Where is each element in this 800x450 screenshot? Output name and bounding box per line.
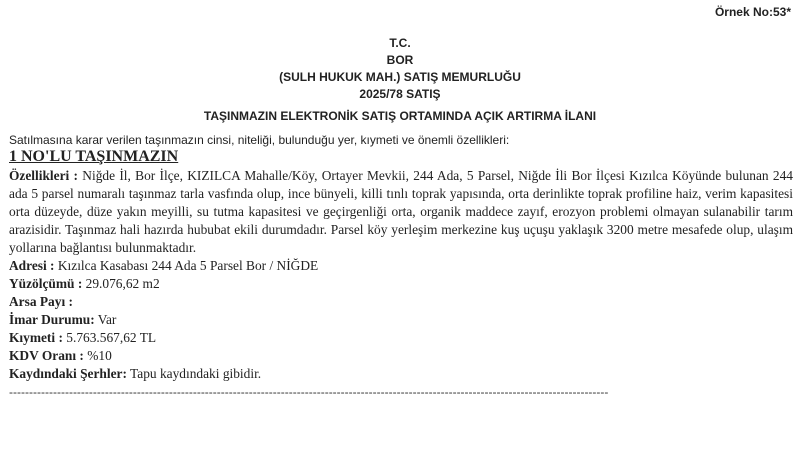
vat-label: KDV Oranı : (9, 348, 84, 363)
area-field (9, 275, 793, 293)
address-value: Kızılca Kasabası 244 Ada 5 Parsel Bor / NİĞDE (57, 258, 319, 273)
area-value: 29.076,62 m2 (85, 276, 160, 291)
zoning-field (9, 311, 793, 329)
document-header (0, 35, 800, 103)
intro-text: Satılmasına karar verilen taşınmazın cinsi, niteliği, bulunduğu yer, kıymeti ve önemli özellikleri: (9, 133, 510, 147)
address-field (9, 257, 793, 275)
header-case-number: 2025/78 SATIŞ (359, 87, 441, 101)
annotations-value: Tapu kaydındaki gibidir. (130, 366, 262, 381)
features-label: Özellikleri : (9, 168, 78, 183)
zoning-label: İmar Durumu: (9, 312, 95, 327)
sample-number: Örnek No:53* (714, 5, 791, 19)
vat-field (9, 347, 793, 365)
share-label: Arsa Payı : (9, 294, 73, 309)
features-value: Niğde İl, Bor İlçe, KIZILCA Mahalle/Köy, Ortayer Mevkii, 244 Ada, 5 Parsel, Niğde İli Bor İlçesi Kızılca Köyünde bulunan 244 ada 5 parsel numaralı taşınmaz tarla vasfında olup, ince bünyeli, killi tınlı toprak yapısında, orta derinlikte toprak profiline haiz, verim kapasitesi orta düzeyde, düze yakın meyilli, su tutma kapasitesi ve geçirgenliği orta, organik maddece zayıf, erozyon problemi olmayan sulanabilir tarım arazisidir. Taşınmaz hali hazırda hububat ekili durumdadır. Parsel köy yerleşim merkezine kuş uçuşu yaklaşık 3200 metre mesafede olup, ulaşım yollarına bağlantısı bulunmaktadır. (9, 168, 793, 255)
header-district: BOR (386, 53, 414, 67)
header-office: (SULH HUKUK MAH.) SATIŞ MEMURLUĞU (279, 70, 521, 84)
annotations-label: Kaydındaki Şerhler: (9, 366, 127, 381)
property-title: 1 NO'LU TAŞINMAZIN (9, 148, 179, 165)
share-field (9, 293, 793, 311)
vat-value: %10 (87, 348, 112, 363)
area-label: Yüzölçümü : (9, 276, 83, 291)
property-section (9, 147, 793, 399)
annotations-field (9, 365, 793, 383)
header-republic: T.C. (389, 36, 411, 50)
announcement-title: TAŞINMAZIN ELEKTRONİK SATIŞ ORTAMINDA AÇIK ARTIRMA İLANI (203, 109, 597, 123)
zoning-value: Var (97, 312, 117, 327)
value-label: Kıymeti : (9, 330, 63, 345)
dashed-divider: ------------------------------------------------------------------------------------------------------------------------------------------------------ (9, 385, 609, 399)
address-label: Adresi : (9, 258, 55, 273)
value-field (9, 329, 793, 347)
value-amount: 5.763.567,62 TL (66, 330, 157, 345)
features-paragraph (9, 167, 793, 257)
